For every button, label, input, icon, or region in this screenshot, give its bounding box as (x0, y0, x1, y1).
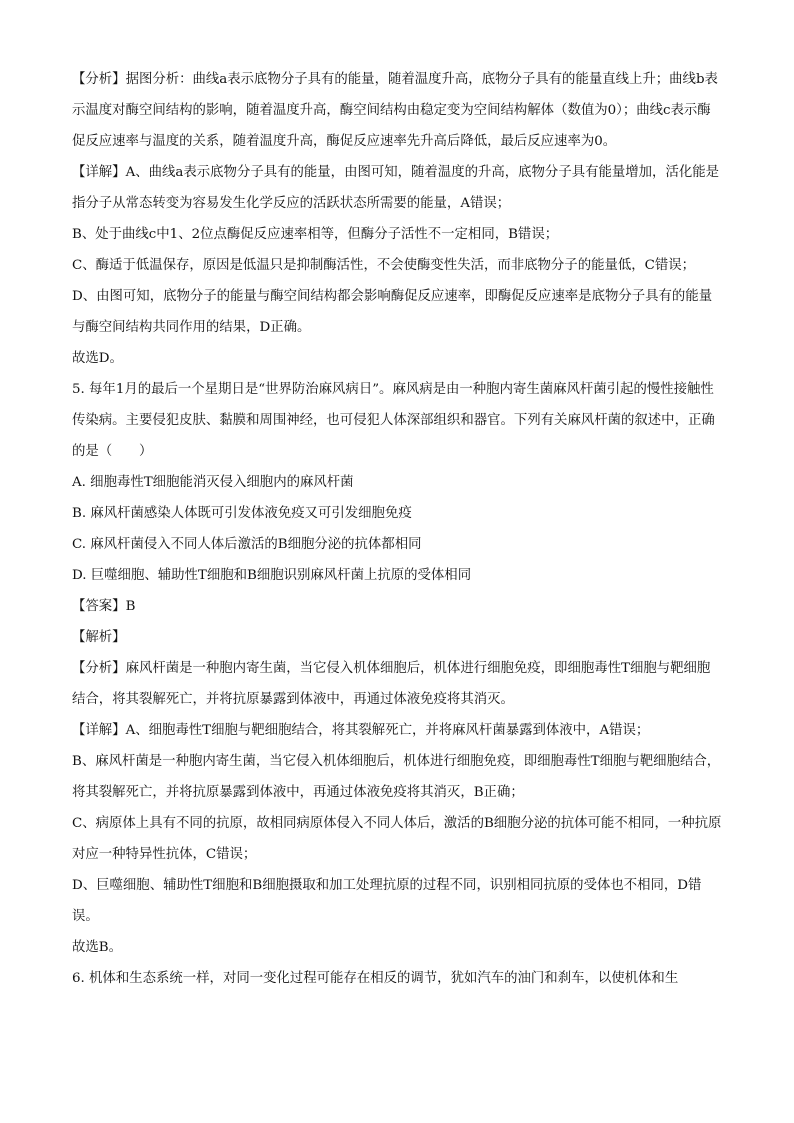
detail-c-text: C、酶适于低温保存，原因是低温只是抑制酶活性，不会使酶变性失活，而非底物分子的能量低，C错误； (72, 258, 696, 273)
answer-line-q5 (72, 932, 722, 963)
analysis-tag: 【分析】 (72, 72, 126, 87)
option-c-text: C. 麻风杆菌侵入不同人体后激活的B细胞分泌的抗体都相同 (72, 537, 422, 552)
option-a (72, 467, 722, 498)
question-stem-text: 5. 每年1月的最后一个星期日是“世界防治麻风病日”。麻风病是由一种胞内寄生菌麻风杆菌引起的慢性接触性传染病。主要侵犯皮肤、黏膜和周围神经，也可侵犯人体深部组织和器官。下列有关麻风杆菌的叙述中，正确的是（ ） (72, 382, 715, 459)
analysis-tag: 【分析】 (72, 661, 126, 676)
option-d (72, 560, 722, 591)
question-5-stem (72, 374, 722, 467)
detail-b-text: B、麻风杆菌是一种胞内寄生菌，当它侵入机体细胞后，机体进行细胞免疫，即细胞毒性T细胞与靶细胞结合，将其裂解死亡，并将抗原暴露到体液中，再通过体液免疫将其消灭，B正确； (72, 754, 721, 800)
analysis-paragraph-q4 (72, 64, 722, 157)
answer-line-q4 (72, 343, 722, 374)
detail-tag: 【详解】 (72, 723, 126, 738)
detail-c-q5 (72, 808, 722, 870)
detail-paragraph-q4 (72, 157, 722, 219)
detail-d-q4 (72, 281, 722, 343)
detail-d-q5 (72, 870, 722, 932)
question-stem-text: 6. 机体和生态系统一样，对同一变化过程可能存在相反的调节，犹如汽车的油门和刹车，以使机体和生 (72, 971, 679, 986)
answer-text: 故选D。 (72, 351, 123, 366)
detail-d-text: D、由图可知，底物分子的能量与酶空间结构都会影响酶促反应速率，即酶促反应速率是底物分子具有的能量与酶空间结构共同作用的结果，D正确。 (72, 289, 713, 335)
detail-d-text: D、巨噬细胞、辅助性T细胞和B细胞摄取和加工处理抗原的过程不同，识别相同抗原的受体也不相同，D错误。 (72, 878, 702, 924)
detail-b-text: B、处于曲线c中1、2位点酶促反应速率相等，但酶分子活性不一定相同，B错误； (72, 227, 559, 242)
option-d-text: D. 巨噬细胞、辅助性T细胞和B细胞识别麻风杆菌上抗原的受体相同 (72, 568, 472, 583)
detail-paragraph-q5 (72, 715, 722, 746)
answer-text: 故选B。 (72, 940, 123, 955)
answer-tag: 【答案】 (72, 599, 126, 614)
explanation-tag: 【解析】 (72, 630, 126, 645)
detail-text: A、曲线a表示底物分子具有的能量，由图可知，随着温度的升高，底物分子具有能量增加，活化能是指分子从常态转变为容易发生化学反应的活跃状态所需要的能量，A错误； (72, 165, 720, 211)
explanation-heading-q5 (72, 622, 722, 653)
detail-b-q5 (72, 746, 722, 808)
option-b (72, 498, 722, 529)
analysis-text: 麻风杆菌是一种胞内寄生菌，当它侵入机体细胞后，机体进行细胞免疫，即细胞毒性T细胞与靶细胞结合，将其裂解死亡，并将抗原暴露到体液中，再通过体液免疫将其消灭。 (72, 661, 711, 707)
detail-text: A、细胞毒性T细胞与靶细胞结合，将其裂解死亡，并将麻风杆菌暴露到体液中，A错误； (125, 723, 650, 738)
answer-value: B (125, 599, 136, 614)
option-a-text: A. 细胞毒性T细胞能消灭侵入细胞内的麻风杆菌 (72, 475, 354, 490)
document-body (72, 64, 722, 994)
detail-tag: 【详解】 (72, 165, 126, 180)
answer-paragraph-q5 (72, 591, 722, 622)
detail-c-text: C、病原体上具有不同的抗原，故相同病原体侵入不同人体后，激活的B细胞分泌的抗体可能不相同，一种抗原对应一种特异性抗体，C错误； (72, 816, 722, 862)
question-6-stem (72, 963, 722, 994)
detail-b-q4 (72, 219, 722, 250)
detail-c-q4 (72, 250, 722, 281)
analysis-text: 据图分析：曲线a表示底物分子具有的能量，随着温度升高，底物分子具有的能量直线上升；曲线b表示温度对酶空间结构的影响，随着温度升高，酶空间结构由稳定变为空间结构解体（数值为0）；曲线c表示酶促反应速率与温度的关系，随着温度升高，酶促反应速率先升高后降低，最后反应速率为0。 (72, 72, 718, 149)
analysis-paragraph-q5 (72, 653, 722, 715)
option-b-text: B. 麻风杆菌感染人体既可引发体液免疫又可引发细胞免疫 (72, 506, 412, 521)
option-c (72, 529, 722, 560)
